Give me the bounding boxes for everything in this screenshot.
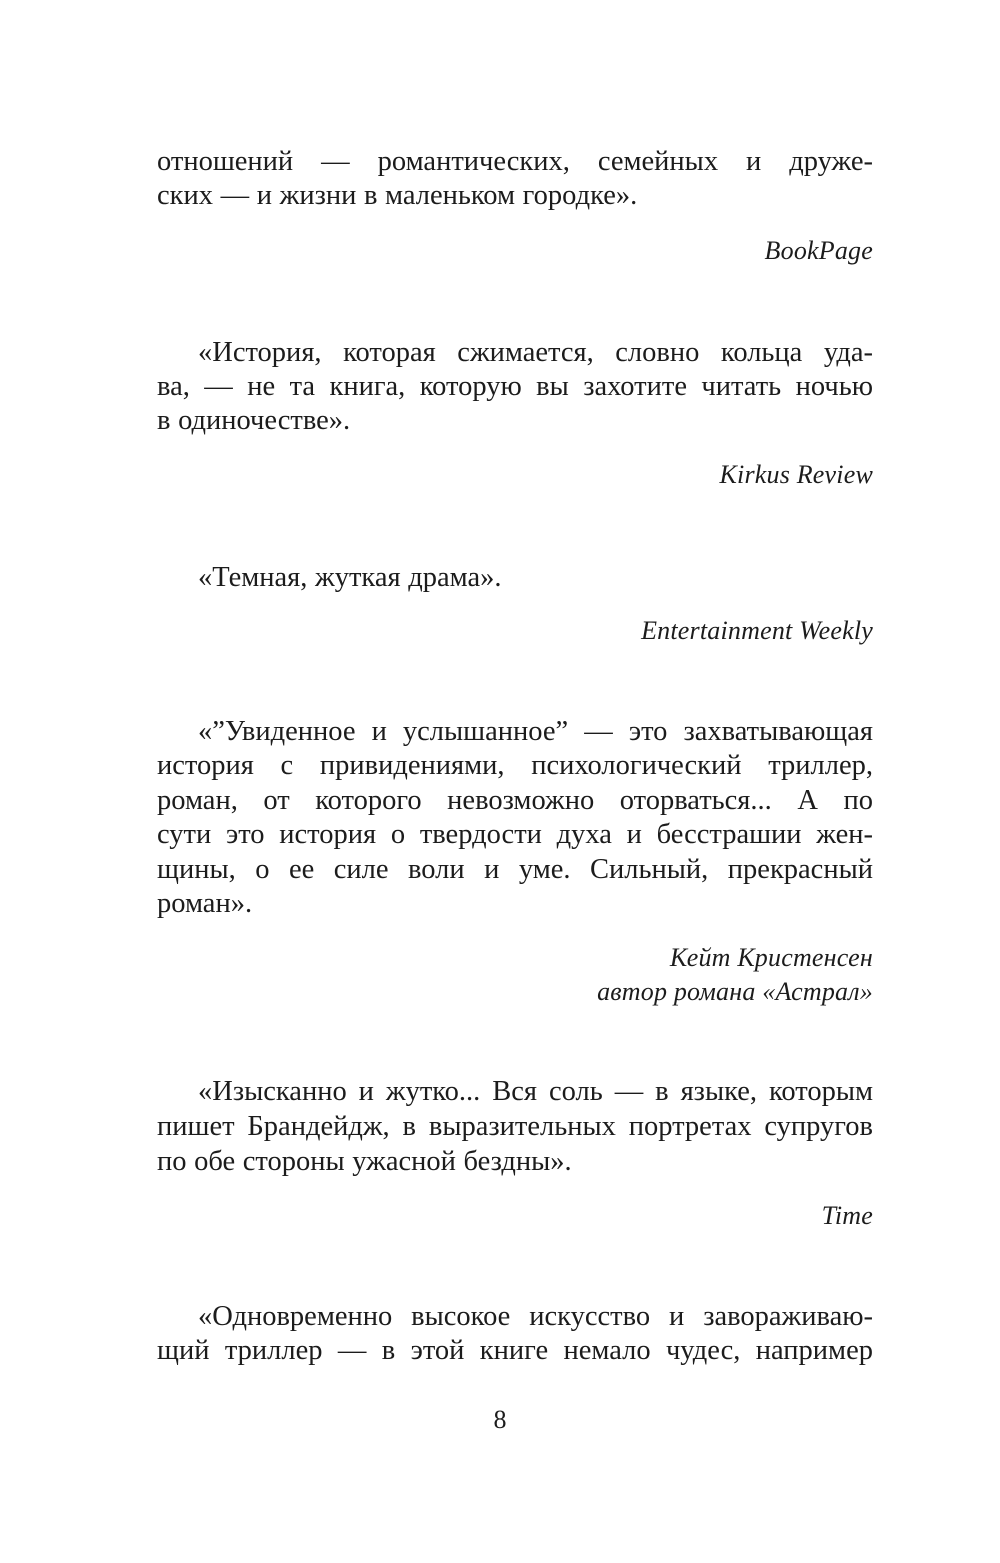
quote-source-author: Кейт Кристенсен (669, 943, 873, 972)
quote-line: «Темная, жуткая драма». (198, 562, 502, 593)
page-number: 8 (493, 1405, 507, 1434)
quote-line: по обе стороны ужасной бездны». (157, 1146, 572, 1177)
quote-line: роман, от которого невозможно оторваться... А по (157, 785, 873, 816)
quote-source: BookPage (764, 236, 873, 265)
quote-line: «Одновременно высокое искусство и завораживаю- (198, 1301, 873, 1332)
quote-source: Kirkus Review (719, 460, 873, 489)
quote-line: щины, о ее силе воли и уме. Сильный, прекрасный (157, 854, 873, 885)
quote-line: отношений — романтических, семейных и друже- (157, 146, 873, 177)
quote-line: роман». (157, 888, 253, 919)
quote-line: «История, которая сжимается, словно кольца уда- (198, 337, 873, 368)
quote-line: история с привидениями, психологический триллер, (157, 750, 873, 781)
quote-source: Entertainment Weekly (641, 616, 873, 645)
quote-line: в одиночестве». (157, 405, 351, 436)
quote-source: Time (821, 1201, 873, 1230)
quote-line: «”Увиденное и услышанное” — это захватывающая (198, 716, 873, 747)
quote-line: щий триллер — в этой книге немало чудес, например (157, 1335, 873, 1366)
quote-line: «Изысканно и жутко... Вся соль — в языке, которым (198, 1076, 873, 1107)
quote-line: ских — и жизни в маленьком городке». (157, 180, 638, 211)
quote-line: сути это история о твердости духа и бесстрашии жен- (157, 819, 873, 850)
quote-source-note: автор романа «Астрал» (597, 977, 873, 1006)
quote-line: пишет Брандейдж, в выразительных портретах супругов (157, 1111, 873, 1142)
quote-line: ва, — не та книга, которую вы захотите читать ночью (157, 371, 873, 402)
